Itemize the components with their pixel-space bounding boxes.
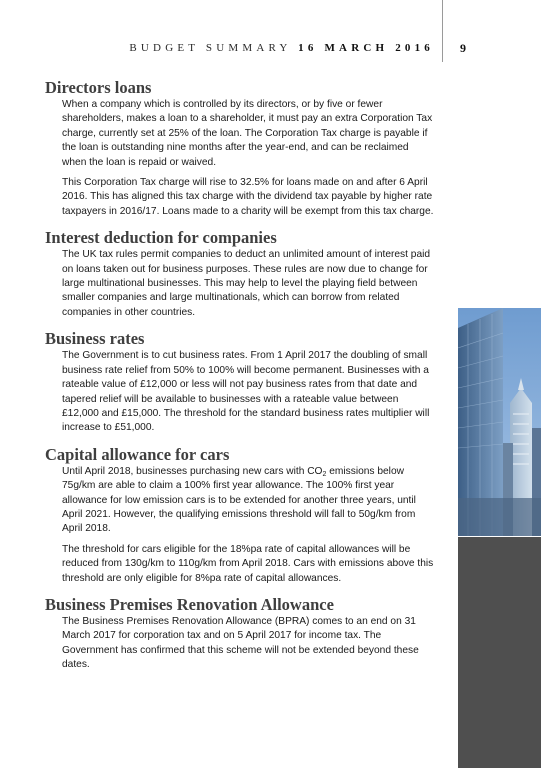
section-heading: Business Premises Renovation Allowance	[45, 594, 334, 614]
section-heading: Business rates	[45, 329, 145, 349]
main-content	[45, 78, 435, 682]
co2-text-after: emissions below 75g/km are able to claim a 100% first year allowance. The 100% first year allowance for low emission cars is to be extended for another three years, until April 2021. However, the qualifying emissions threshold will fall to 50g/km from April 2018.	[62, 465, 416, 535]
paragraph: When a company which is controlled by its directors, or by five or fewer shareholders, makes a loan to a shareholder, it must pay an extra Corporation Tax charge, currently set at 25% of the loan. The Corporation Tax charge is payable if the loan is outstanding nine months after the year-end, and can be reclaimed when the loan is repaid or waived.	[62, 99, 433, 168]
paragraph: The UK tax rules permit companies to deduct an unlimited amount of interest paid on loans taken out for business purposes. These rules are now due to change for large multinational businesses. This may help to level the playing field between smaller companies and large multinationals, which can borrow from related companies in other countries.	[62, 249, 431, 318]
skyscraper-photo-icon	[458, 308, 541, 536]
co2-text-before: Until April 2018, businesses purchasing new cars with CO	[62, 465, 323, 477]
paragraph: The threshold for cars eligible for the 18%pa rate of capital allowances will be reduced from 130g/km to 110g/km from April 2018. Cars with emissions above this threshold are only eligible for 8%pa rate of capital allowances.	[62, 543, 434, 584]
paragraph: The Business Premises Renovation Allowance (BPRA) comes to an end on 31 March 2017 for corporation tax and on 5 April 2017 for income tax. The Government has confirmed that this scheme will not be extended beyond these dates.	[62, 615, 419, 671]
paragraph: The Government is to cut business rates. From 1 April 2017 the doubling of small business rate relief from 50% to 100% will become permanent. Businesses with a rateable value of £12,000 or less will not pay business rates from that date and tapered relief will be available to businesses with a rateable value between £12,000 and £15,000. The threshold for the standard business rates multiplier will increase to £51,000.	[62, 350, 430, 434]
page-number: 9	[460, 41, 466, 55]
section-business-rates	[45, 329, 435, 435]
section-bpra	[45, 595, 435, 673]
section-heading: Capital allowance for cars	[45, 444, 230, 464]
section-heading: Directors loans	[45, 78, 152, 97]
paragraph	[62, 465, 435, 537]
header-divider	[442, 0, 443, 62]
paragraph: This Corporation Tax charge will rise to 32.5% for loans made on and after 6 April 2016. This has aligned this tax charge with the dividend tax payable by higher rate taxpayers in 2016/17. Loans made to a charity will be exempt from this tax charge.	[62, 177, 434, 217]
section-heading: Interest deduction for companies	[45, 228, 277, 248]
section-capital-allowance-cars	[45, 445, 435, 586]
running-header	[0, 42, 434, 54]
co2-subscript: 2	[322, 470, 327, 478]
section-directors-loans	[45, 78, 435, 219]
decorative-grey-block	[458, 537, 541, 768]
header-date: 16 MARCH 2016	[298, 42, 434, 54]
section-interest-deduction	[45, 228, 435, 320]
header-title: BUDGET SUMMARY	[129, 42, 292, 54]
